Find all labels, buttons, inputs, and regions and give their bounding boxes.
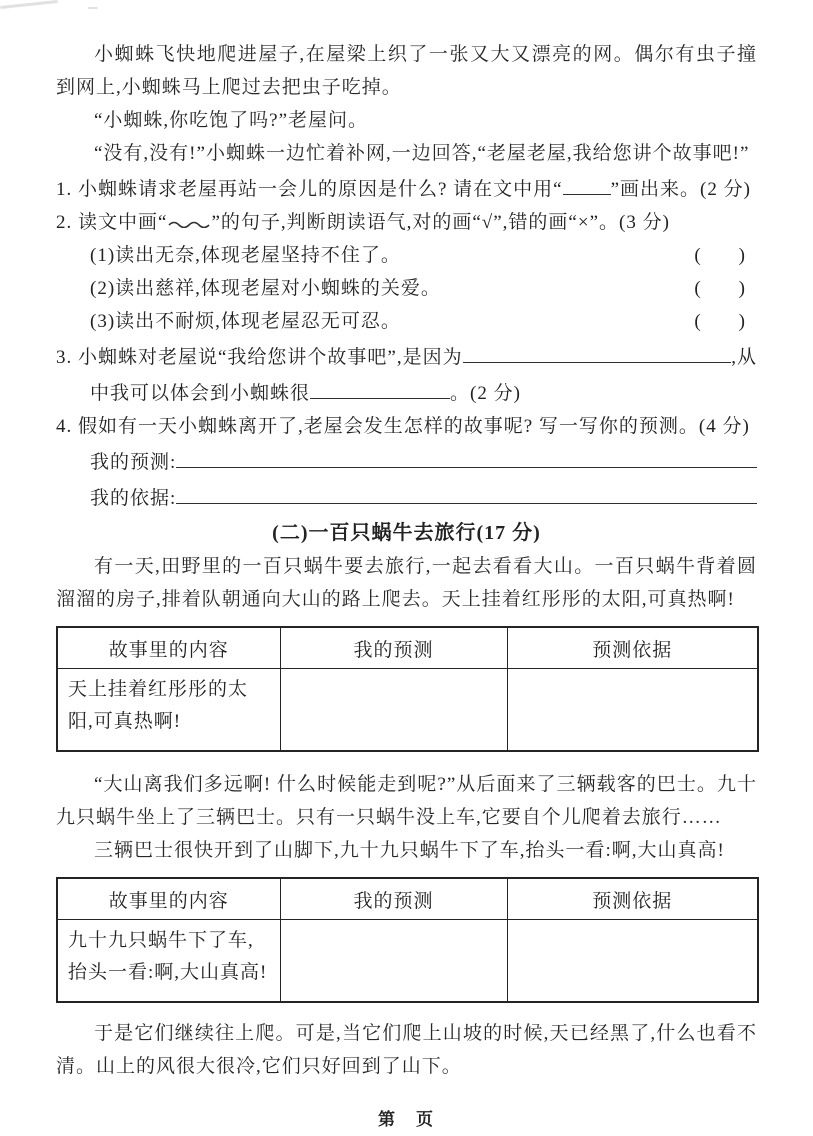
answer-parentheses: ( ) [694,278,745,299]
table-2-header-content: 故事里的内容 [57,878,280,920]
question-4-basis-row [56,479,757,515]
question-3-line-1 [56,338,757,374]
answer-blank-underline [176,479,757,504]
question-2-item-1-text: (1)读出无奈,体现老屋坚持不住了。 [90,245,401,266]
table-2-data-row [57,920,758,1003]
table-1-cell-content: 天上挂着红彤彤的太阳,可真热啊! [57,669,280,752]
question-4 [56,410,757,443]
section-2-paragraph-3: 三辆巴士很快开到了山脚下,九十九只蜗牛下了车,抬头一看:啊,大山真高! [94,840,725,861]
wavy-underline-icon [167,206,211,239]
table-1-cell-prediction [280,669,507,752]
question-4-text: 4. 假如有一天小蜘蛛离开了,老屋会发生怎样的故事呢? 写一写你的预测。(4 分) [56,416,750,437]
scan-artifact [88,7,98,9]
question-1-text-post: ”画出来。(2 分) [610,179,751,200]
question-2-text-pre: 2. 读文中画“ [56,212,168,233]
table-1-header-content: 故事里的内容 [57,627,280,669]
table-1-data-row [57,669,758,752]
table-2-cell-content: 九十九只蜗牛下了车,抬头一看:啊,大山真高! [57,920,280,1003]
table-1-header-prediction: 我的预测 [280,627,507,669]
answer-parentheses: ( ) [694,311,745,332]
section-2-paragraph-1: 有一天,田野里的一百只蜗牛要去旅行,一起去看看大山。一百只蜗牛背着圆溜溜的房子,排着队朝通向大山的路上爬去。天上挂着红彤彤的太阳,可真热啊! [56,556,757,610]
question-4-prediction-row [56,443,757,479]
table-2-header-prediction: 我的预测 [280,878,507,920]
table-2-cell-prediction [280,920,507,1003]
question-3-line-2-text-post: 。(2 分) [450,383,521,404]
question-3-text-pre: 3. 小蜘蛛对老屋说“我给您讲个故事吧”,是因为 [56,347,463,368]
prediction-label: 我的预测: [90,452,177,473]
page-number-footer: 第 页 [378,1110,435,1129]
table-2-header-basis: 预测依据 [507,878,758,920]
question-2-text-post: ”的句子,判断朗读语气,对的画“√”,错的画“×”。(3 分) [211,212,670,233]
basis-label: 我的依据: [90,488,177,509]
question-3-line-2-text-pre: 中我可以体会到小蜘蛛很 [90,383,311,404]
table-2-header-row [57,878,758,920]
table-1-header-basis: 预测依据 [507,627,758,669]
prediction-table-2 [56,877,759,1003]
answer-blank-underline [310,374,450,399]
section-2-paragraph-4: 于是它们继续往上爬。可是,当它们爬上山坡的时候,天已经黑了,什么也看不清。山上的风很大很冷,它们只好回到了山下。 [56,1023,757,1077]
question-2-item-2-text: (2)读出慈祥,体现老屋对小蜘蛛的关爱。 [90,278,441,299]
prediction-table-1 [56,626,759,752]
answer-parentheses: ( ) [694,245,745,266]
table-1-header-row [57,627,758,669]
section-2-paragraph-2: “大山离我们多远啊! 什么时候能走到呢?”从后面来了三辆载客的巴士。九十九只蜗牛坐上了三辆巴士。只有一只蜗牛没上车,它要自个儿爬着去旅行…… [56,774,757,828]
question-3-text-post: ,从 [731,347,757,368]
passage1-paragraph-3: “没有,没有!”小蜘蛛一边忙着补网,一边回答,“老屋老屋,我给您讲个故事吧!” [94,143,750,164]
answer-blank-underline [176,443,757,468]
question-2-item-3-text: (3)读出不耐烦,体现老屋忍无可忍。 [90,311,401,332]
table-1-cell-basis [507,669,758,752]
question-2-item-3 [56,305,757,338]
question-2-item-2 [56,272,757,305]
passage1-paragraph-1: 小蜘蛛飞快地爬进屋子,在屋梁上织了一张又大又漂亮的网。偶尔有虫子撞到网上,小蜘蛛马上爬过去把虫子吃掉。 [56,44,757,98]
question-1 [56,170,757,206]
section-2-title: (二)一百只蜗牛去旅行(17 分) [272,522,541,544]
answer-blank-underline [463,338,732,363]
question-3-line-2 [56,374,757,410]
answer-blank-underline [563,170,611,195]
passage1-paragraph-2: “小蜘蛛,你吃饱了吗?”老屋问。 [94,110,369,131]
question-1-text-pre: 1. 小蜘蛛请求老屋再站一会儿的原因是什么? 请在文中用“ [56,179,563,200]
question-2 [56,206,757,239]
table-2-cell-basis [507,920,758,1003]
question-2-item-1 [56,239,757,272]
